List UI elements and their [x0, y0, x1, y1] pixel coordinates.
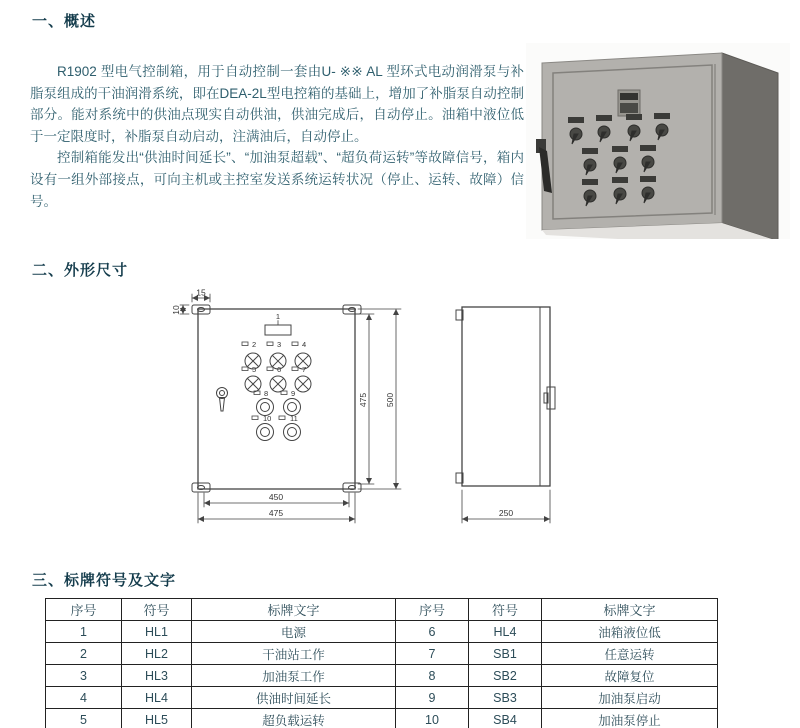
cell-symbol: SB2: [469, 665, 542, 687]
table-row: [46, 643, 718, 665]
table-row: [46, 709, 718, 728]
cell-symbol: SB4: [469, 709, 542, 728]
part-label-1: 1: [275, 312, 281, 321]
dim-label-15: 15: [196, 289, 206, 298]
part-label-11: 11: [290, 414, 298, 423]
cell-index: 8: [396, 665, 469, 687]
cell-index: 7: [396, 643, 469, 665]
col-header-index-left: 序号: [46, 599, 122, 621]
mounting-tabs: [192, 305, 361, 492]
overview-row: [0, 61, 800, 239]
cell-index: 3: [46, 665, 122, 687]
cabinet-front-face: [542, 53, 722, 230]
part-1-window: [265, 312, 291, 335]
cell-index: 10: [396, 709, 469, 728]
cell-text: 电源: [192, 621, 396, 643]
part-label-6: 6: [277, 365, 282, 374]
col-header-text-right: 标牌文字: [542, 599, 718, 621]
part-label-4: 4: [302, 340, 307, 349]
cell-text: 干油站工作: [192, 643, 396, 665]
part-label-10: 10: [263, 414, 272, 423]
keyhole-lock: [217, 388, 228, 412]
cell-text: 加油泵工作: [192, 665, 396, 687]
section-overview-heading: 一、概述: [32, 13, 97, 30]
part-label-5: 5: [252, 365, 257, 374]
col-header-symbol-right: 符号: [469, 599, 542, 621]
cell-symbol: HL5: [122, 709, 192, 728]
cell-text: 加油泵停止: [542, 709, 718, 728]
cabinet-photo: [526, 43, 790, 239]
cell-index: 9: [396, 687, 469, 709]
part-label-9: 9: [291, 389, 296, 398]
section-labels-heading: 三、标牌符号及文字: [32, 572, 177, 589]
table-header-row: [46, 599, 718, 621]
part-label-7: 7: [302, 365, 307, 374]
overview-paragraph-2: 控制箱能发出“供油时间延长”、“加油泵超载”、“超负荷运转”等故障信号，箱内设有一组外部接点，可向主机或主控室发送系统运转状况（停止、运转、故障）信号。: [30, 150, 524, 209]
part-label-8: 8: [264, 389, 269, 398]
overview-text: [30, 61, 524, 239]
cell-index: 1: [46, 621, 122, 643]
dim-label-10: 10: [172, 305, 181, 315]
front-view-outline: [198, 309, 355, 489]
cell-index: 4: [46, 687, 122, 709]
cell-text: 加油泵启动: [542, 687, 718, 709]
cell-index: 6: [396, 621, 469, 643]
cell-symbol: HL3: [122, 665, 192, 687]
dimension-drawing: [172, 289, 800, 539]
cell-text: 故障复位: [542, 665, 718, 687]
dim-label-500: 500: [385, 392, 395, 408]
dim-label-450: 450: [268, 492, 284, 502]
cell-symbol: HL4: [469, 621, 542, 643]
col-header-text-left: 标牌文字: [192, 599, 396, 621]
cell-text: 供油时间延长: [192, 687, 396, 709]
cell-text: 油箱液位低: [542, 621, 718, 643]
col-header-symbol-left: 符号: [122, 599, 192, 621]
button-number-tags: [252, 389, 298, 423]
main-switch: [620, 103, 638, 113]
table-row: [46, 665, 718, 687]
part-label-3: 3: [277, 340, 282, 349]
cell-index: 2: [46, 643, 122, 665]
cell-symbol: HL1: [122, 621, 192, 643]
overview-paragraph-1: R1902 型电气控制箱，用于自动控制一套由U- ※※ AL 型环式电动润滑泵与补脂泵组成的干油润滑系统，即在DEA-2L型电控箱的基础上，增加了补脂泵自动控制部分。能对系统中的供油点现实自动供油，供油完成后，自动停止。油箱中液位低于一定限度时，补脂泵自动启动，注满油后，自动停止。: [30, 64, 524, 144]
cell-symbol: SB1: [469, 643, 542, 665]
label-table: [45, 598, 718, 728]
cell-text: 超负载运转: [192, 709, 396, 728]
cabinet-side-face: [722, 53, 778, 239]
table-row: [46, 687, 718, 709]
dim-label-475-v: 475: [358, 392, 368, 408]
cell-symbol: HL2: [122, 643, 192, 665]
col-header-index-right: 序号: [396, 599, 469, 621]
dim-label-475-h: 475: [268, 508, 284, 518]
section-dimensions-heading: 二、外形尺寸: [32, 262, 129, 279]
cell-text: 任意运转: [542, 643, 718, 665]
main-switch-label: [620, 93, 638, 100]
dim-label-250: 250: [498, 508, 514, 518]
cell-symbol: SB3: [469, 687, 542, 709]
table-row: [46, 621, 718, 643]
cell-symbol: HL4: [122, 687, 192, 709]
part-label-2: 2: [252, 340, 257, 349]
dim-side: [462, 490, 550, 523]
cell-index: 5: [46, 709, 122, 728]
side-view-outline: [462, 307, 550, 486]
